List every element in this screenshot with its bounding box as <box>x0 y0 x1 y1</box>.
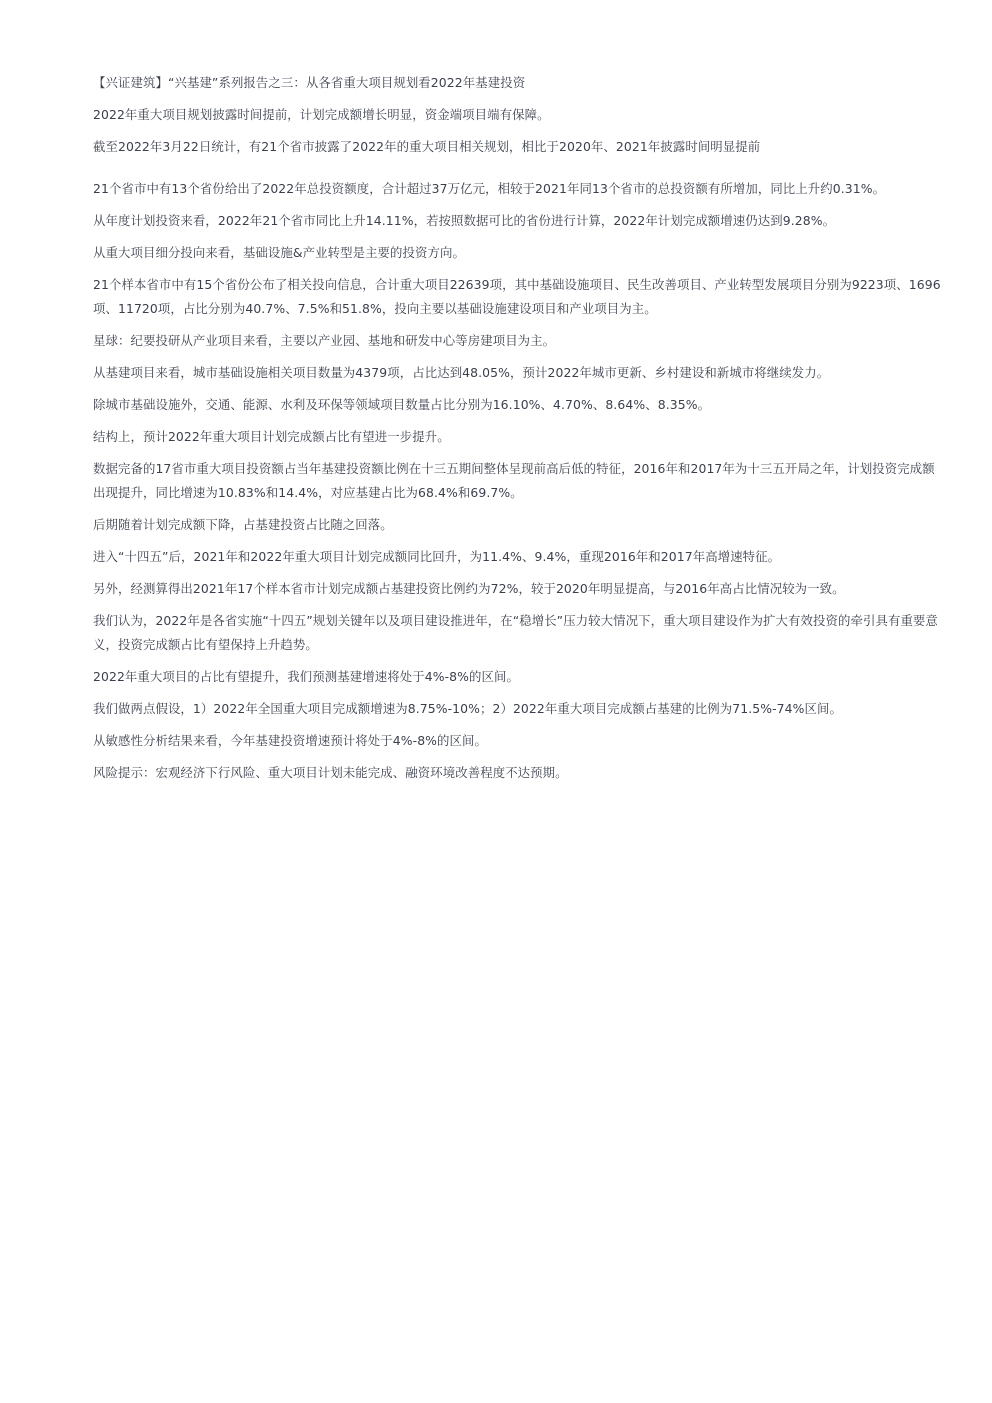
paragraph: 从敏感性分析结果来看，今年基建投资增速预计将处于4%-8%的区间。 <box>93 733 488 748</box>
paragraph: 风险提示：宏观经济下行风险、重大项目计划未能完成、融资环境改善程度不达预期。 <box>93 765 568 780</box>
paragraph: 后期随着计划完成额下降，占基建投资占比随之回落。 <box>93 517 393 532</box>
paragraph: 进入“十四五”后，2021年和2022年重大项目计划完成额同比回升，为11.4%、9.4%，重现2016年和2017年高增速特征。 <box>93 549 781 564</box>
paragraph: 从基建项目来看，城市基础设施相关项目数量为4379项，占比达到48.05%，预计2022年城市更新、乡村建设和新城市将继续发力。 <box>93 365 830 380</box>
paragraph: 另外，经测算得出2021年17个样本省市计划完成额占基建投资比例约为72%，较于2020年明显提高，与2016年高占比情况较为一致。 <box>93 581 845 596</box>
paragraph: 2022年重大项目规划披露时间提前，计划完成额增长明显，资金端项目端有保障。 <box>93 107 550 122</box>
paragraph: 我们做两点假设，1）2022年全国重大项目完成额增速为8.75%-10%；2）2022年重大项目完成额占基建的比例为71.5%-74%区间。 <box>93 701 842 716</box>
document-body <box>93 71 943 793</box>
paragraph: 21个样本省市中有15个省份公布了相关投向信息，合计重大项目22639项，其中基础设施项目、民生改善项目、产业转型发展项目分别为9223项、1696项、11720项，占比分别为40.7%、7.5%和51.8%，投向主要以基础设施建设项目和产业项目为主。 <box>93 277 941 316</box>
paragraph: 21个省市中有13个省份给出了2022年总投资额度，合计超过37万亿元，相较于2021年同13个省市的总投资额有所增加，同比上升约0.31%。 <box>93 181 886 196</box>
paragraph: 截至2022年3月22日统计，有21个省市披露了2022年的重大项目相关规划，相比于2020年、2021年披露时间明显提前 <box>93 139 761 154</box>
paragraph: 2022年重大项目的占比有望提升，我们预测基建增速将处于4%-8%的区间。 <box>93 669 519 684</box>
paragraph: 我们认为，2022年是各省实施“十四五”规划关键年以及项目建设推进年，在“稳增长”压力较大情况下，重大项目建设作为扩大有效投资的牵引具有重要意义，投资完成额占比有望保持上升趋势。 <box>93 613 938 652</box>
paragraph: 从年度计划投资来看，2022年21个省市同比上升14.11%，若按照数据可比的省份进行计算，2022年计划完成额增速仍达到9.28%。 <box>93 213 836 228</box>
document-title: 【兴证建筑】“兴基建”系列报告之三：从各省重大项目规划看2022年基建投资 <box>93 75 526 90</box>
paragraph: 从重大项目细分投向来看，基础设施&产业转型是主要的投资方向。 <box>93 245 465 260</box>
paragraph: 除城市基础设施外，交通、能源、水利及环保等领域项目数量占比分别为16.10%、4.70%、8.64%、8.35%。 <box>93 397 711 412</box>
paragraph: 结构上，预计2022年重大项目计划完成额占比有望进一步提升。 <box>93 429 450 444</box>
paragraph: 星球：纪要投研从产业项目来看，主要以产业园、基地和研发中心等房建项目为主。 <box>93 333 556 348</box>
paragraph: 数据完备的17省市重大项目投资额占当年基建投资额比例在十三五期间整体呈现前高后低的特征，2016年和2017年为十三五开局之年，计划投资完成额出现提升，同比增速为10.83%和14.4%，对应基建占比为68.4%和69.7%。 <box>93 461 935 500</box>
